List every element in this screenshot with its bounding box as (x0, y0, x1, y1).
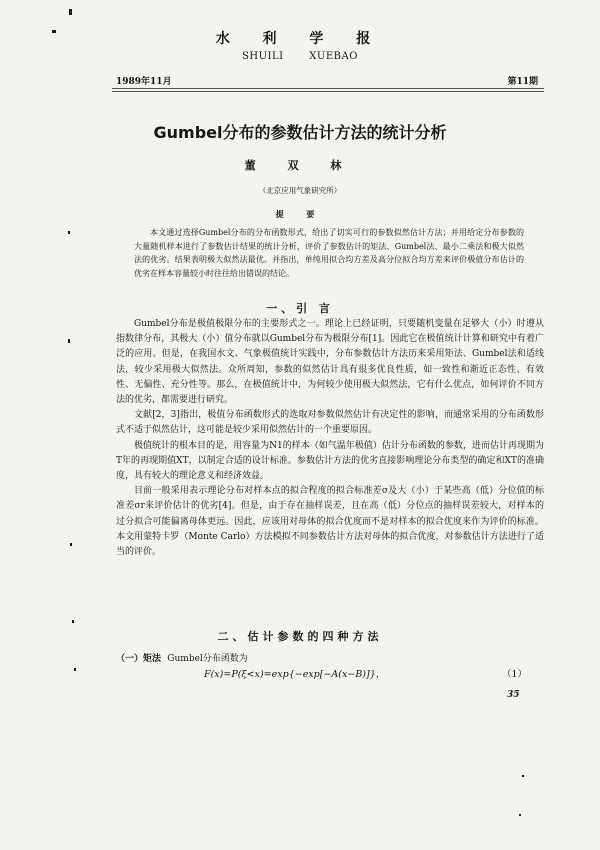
subsection-heading (116, 651, 248, 664)
scan-speck (522, 775, 524, 777)
equation-1: F(x)=P(ξ<x)=exp{−exp[−A(x−B)]}， (204, 669, 386, 680)
scan-speck (70, 543, 72, 546)
paper-title: Gumbel分布的参数估计方法的统计分析 (153, 123, 447, 142)
scan-speck (519, 814, 521, 816)
equation-number: （1） (502, 669, 528, 680)
section-2-heading: 二、估计参数的四种方法 (217, 630, 383, 643)
header-rule-bottom (112, 91, 544, 92)
author: 董 双 林 (244, 159, 356, 172)
abstract-text: 本文通过选择Gumbel分布的分布函数形式，给出了切实可行的参数似然估计方法；并用给定分布参数的大量随机样本进行了参数估计结果的统计分析，评价了参数估计的矩法、Gumbel法、最小二乘法和极大似然法的优劣。结果表明极大似然法最优。并指出，单纯用拟合均方差及高分位拟合均方差来评价极值分布估计的优劣在样本容量较小时往往给出错误的结论。 (134, 228, 524, 278)
section-1-body (116, 317, 544, 560)
journal-title-chinese: 水 利 学 报 (215, 31, 385, 47)
journal-title-english: SHUILI XUEBAO (242, 51, 358, 62)
scan-speck (69, 9, 72, 15)
subsection-intro: Gumbel分布函数为 (167, 654, 248, 664)
affiliation: （北京应用气象研究所） (258, 186, 342, 195)
page-number: 35 (507, 690, 520, 700)
issue-number: 第11期 (507, 77, 538, 87)
paragraph: 目前一般采用表示理论分布对样本点的拟合程度的拟合标准差σ及大（小）于某些高（低）分位值的标准差σr来评价估计的优劣[4]。但是，由于存在抽样误差，且在高（低）分位点的抽样误差较大，对样本的过分拟合可能偏离母体更远。因此，应该用对母体的拟合优度而不是对样本的拟合优度来作为评价的标准。本文用蒙特卡罗（Monte Carlo）方法模拟不同参数估计方法对母体的拟合优度，对参数估计方法进行了适当的评价。 (116, 486, 544, 558)
scan-speck (68, 339, 70, 343)
scan-speck (72, 620, 74, 623)
scan-speck (68, 231, 70, 234)
paragraph: 极值统计的根本目的是，用容量为N1的样本（如气温年极值）估计分布函数的参数，进而估计再现期为T年的再现期值XT，以制定合适的设计标准。参数估计方法的优劣直接影响理论分布类型的确定和XT的准确度，具有较大的理论意义和经济效益。 (116, 440, 544, 482)
abstract-heading: 提 要 (275, 209, 325, 219)
subsection-label: （一）矩法 (116, 654, 162, 664)
paragraph: 文献[2，3]指出，极值分布函数形式的选取对参数似然估计有决定性的影响，而通常采用的分布函数形式不适于似然估计，这可能是较少采用似然估计的一个重要原因。 (116, 410, 544, 436)
section-1-heading: 一、引 言 (266, 302, 334, 315)
scan-speck (74, 668, 76, 671)
header-rule-top (112, 88, 544, 89)
paragraph: Gumbel分布是极值极限分布的主要形式之一。理论上已经证明，只要随机变量在足够大（小）时遵从指数律分布，其极大（小）值分布就以Gumbel分布为极限分布[1]。因此它在极值统计计算和研究中有着广泛的应用。但是，在我国水文、气象极值统计实践中，分布参数估计方法历来采用矩法、Gumbel法和适线法，较少采用极大似然法。众所周知，参数的似然估计具有很多优良性质，如一致性和渐近正态性、有效性、无偏性、充分性等。那么，在极值统计中，为何较少使用极大似然法，它有什么优点，如何评价不同方法的优劣，都需要进行研究。 (116, 319, 544, 406)
issue-date: 1989年11月 (116, 77, 172, 87)
